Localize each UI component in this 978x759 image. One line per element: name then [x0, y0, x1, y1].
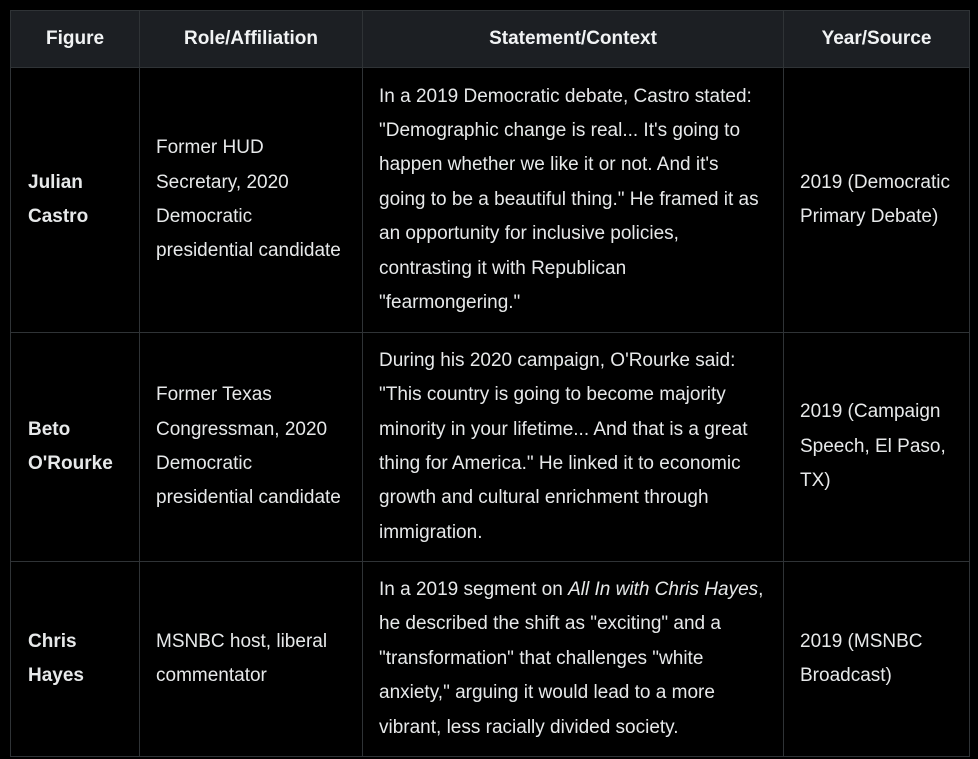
- cell-statement: In a 2019 Democratic debate, Castro stated: "Demographic change is real... It's going to happen whether we like it or not. And it's going to be a beautiful thing." He framed it as an opportunity for inclusive policies, contrasting it with Republican "fearmongering.": [363, 68, 784, 333]
- table-row: [11, 333, 970, 562]
- table-row: [11, 68, 970, 333]
- cell-figure: Beto O'Rourke: [11, 333, 140, 562]
- cell-role: Former HUD Secretary, 2020 Democratic presidential candidate: [140, 68, 363, 333]
- header-role-affiliation: Role/Affiliation: [140, 11, 363, 68]
- cell-source: 2019 (Democratic Primary Debate): [784, 68, 970, 333]
- cell-source: 2019 (Campaign Speech, El Paso, TX): [784, 333, 970, 562]
- comparison-table-container: [10, 10, 969, 757]
- header-year-source: Year/Source: [784, 11, 970, 68]
- statement-text-suffix: , he described the shift as "exciting" and a "transformation" that challenges "white anxiety," arguing it would lead to a more vibrant, less racially divided society.: [379, 578, 764, 738]
- show-title-italic: All In with Chris Hayes: [568, 578, 759, 600]
- statement-text-prefix: In a 2019 segment on: [379, 578, 569, 600]
- cell-role: MSNBC host, liberal commentator: [140, 562, 363, 757]
- cell-figure: Julian Castro: [11, 68, 140, 333]
- cell-figure: Chris Hayes: [11, 562, 140, 757]
- cell-statement: During his 2020 campaign, O'Rourke said: "This country is going to become majority minority in your lifetime... And that is a great thing for America." He linked it to economic growth and cultural enrichment through immigration.: [363, 333, 784, 562]
- header-statement-context: Statement/Context: [363, 11, 784, 68]
- table-header-row: [11, 11, 970, 68]
- cell-role: Former Texas Congressman, 2020 Democratic presidential candidate: [140, 333, 363, 562]
- table-row: [11, 562, 970, 757]
- cell-source: 2019 (MSNBC Broadcast): [784, 562, 970, 757]
- comparison-table: [10, 10, 970, 757]
- cell-statement: [363, 562, 784, 757]
- header-figure: Figure: [11, 11, 140, 68]
